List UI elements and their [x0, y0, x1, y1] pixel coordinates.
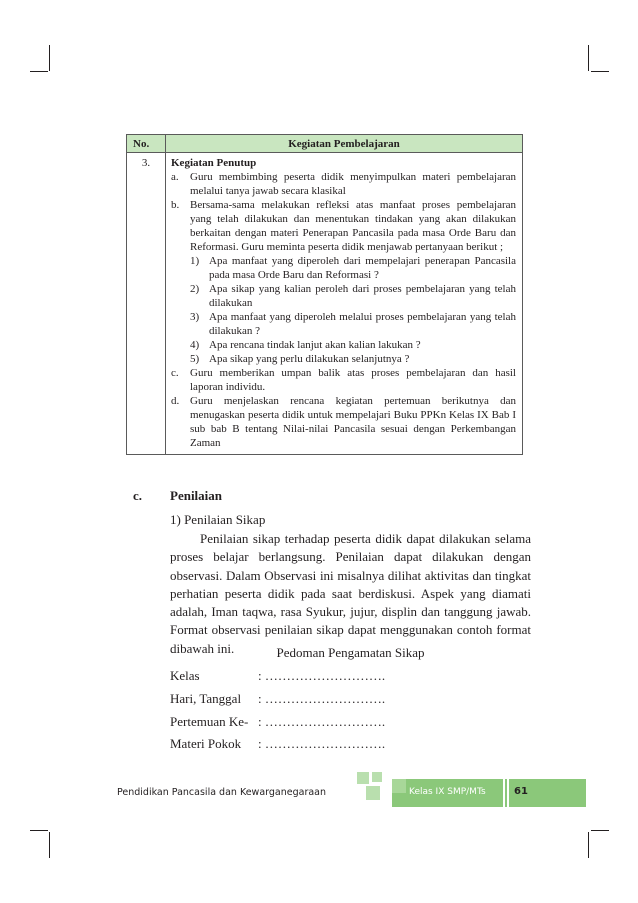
footer-decoration	[392, 779, 406, 793]
question-marker: 5)	[190, 353, 200, 365]
field-value: : ……………………….	[258, 736, 386, 751]
field-label: Kelas	[170, 668, 200, 683]
row-content	[166, 153, 523, 455]
field-value: : ……………………….	[258, 714, 386, 729]
question-text: Apa sikap yang kalian peroleh dari proses pembelajaran yang telah dilakukan	[209, 283, 516, 309]
list-item	[171, 198, 516, 254]
item-marker: a.	[171, 171, 179, 183]
question-text: Apa manfaat yang diperoleh melalui proses pembelajaran yang telah dilakukan ?	[209, 311, 516, 337]
form-field-hari-tanggal	[170, 691, 385, 707]
question-marker: 4)	[190, 339, 200, 351]
row-title: Kegiatan Penutup	[171, 157, 257, 169]
question-item	[190, 254, 516, 282]
item-marker: d.	[171, 395, 180, 407]
field-value: : ……………………….	[258, 668, 386, 683]
item-text: Guru menjelaskan rencana kegiatan pertemuan berikutnya dan menugaskan peserta didik untuk mempelajari Buku PPKn Kelas IX Bab I sub bab B tentang Nilai-nilai Pancasila sesuai dengan Perkembangan Zaman	[190, 395, 516, 449]
crop-mark	[49, 832, 50, 858]
question-item	[190, 352, 516, 366]
footer-class: Kelas IX SMP/MTs	[409, 787, 486, 797]
paragraph-text: Penilaian sikap terhadap peserta didik dapat dilakukan selama proses belajar berlangsung. Penilaian dapat dilakukan dengan observasi. Dalam Observasi ini misalnya dilihat aktivitas dan tingkat perhatian peserta didik pada saat berdiskusi. Aspek yang diamati adalah, Iman taqwa, rasa Syukur, jujur, displin dan tanggung jawab. Format observasi penilaian sikap dapat menggunakan contoh format dibawah ini.	[170, 531, 531, 656]
assessment-paragraph	[170, 530, 531, 658]
field-label: Pertemuan Ke-	[170, 714, 249, 729]
question-text: Apa manfaat yang diperoleh dari mempelajari penerapan Pancasila pada masa Orde Baru dan Reformasi ?	[209, 255, 516, 281]
question-list	[171, 254, 516, 366]
question-marker: 3)	[190, 311, 200, 323]
footer-decoration	[366, 786, 380, 800]
observation-title: Pedoman Pengamatan Sikap	[276, 645, 425, 660]
footer-band	[392, 779, 586, 807]
form-field-pertemuan	[170, 714, 385, 730]
footer-decoration	[372, 772, 382, 782]
crop-mark	[591, 71, 609, 72]
footer-decoration	[357, 772, 369, 784]
list-item	[171, 366, 516, 394]
item-text: Bersama-sama melakukan refleksi atas manfaat proses pembelajaran yang telah dilakukan dan menentukan tindakan yang akan dilakukan berkaitan dengan materi Penerapan Pancasila pada masa Orde Baru dan Reformasi. Guru meminta peserta didik menjawab pertanyaan berikut ;	[190, 199, 516, 253]
item-text: Guru membimbing peserta didik menyimpulkan materi pembelajaran melalui tanya jawab secara klasikal	[190, 171, 516, 197]
field-label: Materi Pokok	[170, 736, 242, 751]
question-item	[190, 310, 516, 338]
form-field-kelas	[170, 668, 385, 684]
question-item	[190, 338, 516, 352]
crop-mark	[588, 832, 589, 858]
field-value: : ……………………….	[258, 691, 386, 706]
table-row	[127, 153, 523, 455]
subsection-heading: 1) Penilaian Sikap	[170, 512, 266, 527]
activity-table	[126, 134, 523, 455]
footer-book-title: Pendidikan Pancasila dan Kewarganegaraan	[117, 787, 327, 798]
row-number: 3.	[127, 153, 166, 455]
crop-mark	[49, 45, 50, 71]
form-field-materi-pokok	[170, 736, 385, 752]
crop-mark	[30, 71, 48, 72]
item-marker: b.	[171, 199, 180, 211]
crop-mark	[591, 830, 609, 831]
crop-mark	[588, 45, 589, 71]
crop-mark	[30, 830, 48, 831]
question-marker: 2)	[190, 283, 200, 295]
section-heading	[133, 486, 222, 505]
question-text: Apa sikap yang perlu dilakukan selanjutnya ?	[209, 353, 410, 365]
item-text: Guru memberikan umpan balik atas proses pembelajaran dan hasil laporan individu.	[190, 367, 516, 393]
section-title: Penilaian	[170, 488, 223, 503]
footer-divider	[503, 779, 505, 807]
footer-divider	[507, 779, 509, 807]
header-activity: Kegiatan Pembelajaran	[166, 135, 523, 153]
header-no: No.	[127, 135, 166, 153]
section-marker: c.	[133, 488, 143, 503]
item-marker: c.	[171, 367, 179, 379]
field-label: Hari, Tanggal	[170, 691, 242, 706]
page-number: 61	[514, 786, 528, 797]
list-item	[171, 170, 516, 198]
question-marker: 1)	[190, 255, 200, 267]
question-item	[190, 282, 516, 310]
table-header-row	[127, 135, 523, 153]
question-text: Apa rencana tindak lanjut akan kalian lakukan ?	[209, 339, 421, 351]
list-item	[171, 394, 516, 450]
